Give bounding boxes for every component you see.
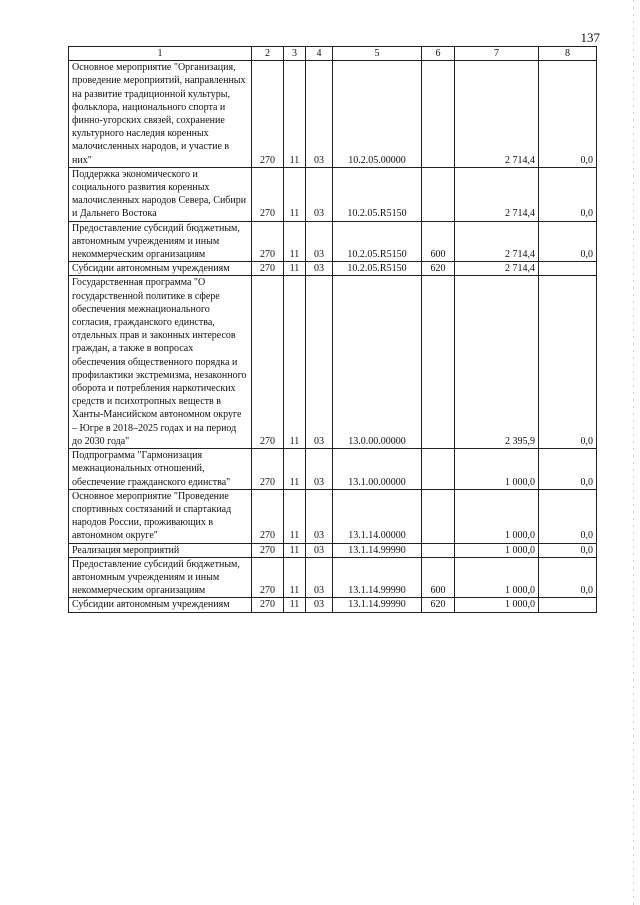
cell-amount: 2 714,4	[455, 61, 539, 168]
header-row	[69, 47, 597, 61]
table-row	[69, 449, 597, 490]
row-name: Подпрограмма "Гармонизация межнациональных отношений, обеспечение гражданского единства"	[69, 449, 252, 490]
cell-target-article: 10.2.05.R5150	[333, 167, 422, 221]
table-row	[69, 489, 597, 543]
cell-subsection: 03	[306, 489, 333, 543]
header-cell-6: 6	[422, 47, 455, 61]
cell-amount: 2 714,4	[455, 167, 539, 221]
table-row	[69, 276, 597, 449]
cell-target-article: 13.1.14.00000	[333, 489, 422, 543]
cell-section: 11	[284, 167, 306, 221]
cell-amount: 1 000,0	[455, 449, 539, 490]
cell-admin-code: 270	[252, 598, 284, 612]
cell-admin-code: 270	[252, 543, 284, 557]
cell-subsection: 03	[306, 276, 333, 449]
cell-target-article: 13.1.00.00000	[333, 449, 422, 490]
cell-subsection: 03	[306, 61, 333, 168]
cell-amount: 1 000,0	[455, 543, 539, 557]
cell-target-article: 13.0.00.00000	[333, 276, 422, 449]
cell-subsection: 03	[306, 449, 333, 490]
cell-subsection: 03	[306, 167, 333, 221]
cell-amount-2: 0,0	[539, 276, 597, 449]
header-cell-3: 3	[284, 47, 306, 61]
header-cell-5: 5	[333, 47, 422, 61]
row-name: Поддержка экономического и социального развития коренных малочисленных народов Севера, Сибири и Дальнего Востока	[69, 167, 252, 221]
cell-amount: 1 000,0	[455, 598, 539, 612]
cell-subsection: 03	[306, 598, 333, 612]
table-row	[69, 221, 597, 262]
cell-target-article: 10.2.05.00000	[333, 61, 422, 168]
cell-admin-code: 270	[252, 489, 284, 543]
cell-amount-2	[539, 262, 597, 276]
row-name: Предоставление субсидий бюджетным, автономным учреждениям и иным некоммерческим организациям	[69, 221, 252, 262]
cell-expense-type	[422, 449, 455, 490]
cell-expense-type	[422, 276, 455, 449]
scan-edge-dots	[633, 0, 634, 905]
cell-section: 11	[284, 543, 306, 557]
row-name: Субсидии автономным учреждениям	[69, 598, 252, 612]
cell-subsection: 03	[306, 543, 333, 557]
cell-target-article: 10.2.05.R5150	[333, 262, 422, 276]
cell-section: 11	[284, 61, 306, 168]
cell-admin-code: 270	[252, 61, 284, 168]
cell-expense-type	[422, 543, 455, 557]
cell-section: 11	[284, 221, 306, 262]
row-name: Предоставление субсидий бюджетным, автономным учреждениям и иным некоммерческим организациям	[69, 557, 252, 598]
cell-amount-2: 0,0	[539, 543, 597, 557]
cell-amount-2: 0,0	[539, 61, 597, 168]
cell-amount: 1 000,0	[455, 557, 539, 598]
budget-table	[68, 46, 597, 613]
cell-amount: 1 000,0	[455, 489, 539, 543]
header-cell-4: 4	[306, 47, 333, 61]
row-name: Основное мероприятие "Организация, проведение мероприятий, направленных на развитие традиционной культуры, фольклора, национального спорта и финно-угорских связей, сохранение культурного наследия коренных малочисленных народов, и участие в них"	[69, 61, 252, 168]
cell-target-article: 13.1.14.99990	[333, 543, 422, 557]
header-cell-2: 2	[252, 47, 284, 61]
page-number: 137	[580, 30, 600, 45]
cell-admin-code: 270	[252, 449, 284, 490]
cell-admin-code: 270	[252, 167, 284, 221]
cell-expense-type: 600	[422, 221, 455, 262]
cell-amount: 2 714,4	[455, 262, 539, 276]
row-name: Основное мероприятие "Проведение спортивных состязаний и спартакиад народов России, проживающих в автономном округе"	[69, 489, 252, 543]
row-name: Государственная программа "О государственной политике в сфере обеспечения межнационального согласия, гражданского единства, отдельных прав и законных интересов граждан, а также в вопросах обеспечения общественного порядка и профилактики экстремизма, незаконного оборота и потребления наркотических средств и психотропных веществ в Ханты-Мансийском автономном округе – Югре в 2018–2025 годах и на период до 2030 года"	[69, 276, 252, 449]
header-cell-8: 8	[539, 47, 597, 61]
cell-subsection: 03	[306, 262, 333, 276]
header-cell-1: 1	[69, 47, 252, 61]
cell-admin-code: 270	[252, 262, 284, 276]
cell-expense-type	[422, 167, 455, 221]
cell-subsection: 03	[306, 221, 333, 262]
table-row	[69, 557, 597, 598]
table-row	[69, 262, 597, 276]
cell-target-article: 13.1.14.99990	[333, 557, 422, 598]
cell-amount-2: 0,0	[539, 449, 597, 490]
cell-section: 11	[284, 557, 306, 598]
table-row	[69, 598, 597, 612]
cell-target-article: 13.1.14.99990	[333, 598, 422, 612]
cell-amount: 2 714,4	[455, 221, 539, 262]
table-row	[69, 167, 597, 221]
table-row	[69, 543, 597, 557]
cell-expense-type: 620	[422, 262, 455, 276]
row-name: Субсидии автономным учреждениям	[69, 262, 252, 276]
table-row	[69, 61, 597, 168]
row-name: Реализация мероприятий	[69, 543, 252, 557]
cell-amount: 2 395,9	[455, 276, 539, 449]
cell-expense-type	[422, 489, 455, 543]
cell-amount-2: 0,0	[539, 489, 597, 543]
cell-section: 11	[284, 598, 306, 612]
cell-admin-code: 270	[252, 221, 284, 262]
header-cell-7: 7	[455, 47, 539, 61]
cell-expense-type: 620	[422, 598, 455, 612]
cell-amount-2: 0,0	[539, 221, 597, 262]
cell-expense-type	[422, 61, 455, 168]
cell-amount-2: 0,0	[539, 557, 597, 598]
cell-admin-code: 270	[252, 557, 284, 598]
cell-target-article: 10.2.05.R5150	[333, 221, 422, 262]
cell-section: 11	[284, 489, 306, 543]
cell-amount-2	[539, 598, 597, 612]
cell-admin-code: 270	[252, 276, 284, 449]
cell-section: 11	[284, 449, 306, 490]
cell-subsection: 03	[306, 557, 333, 598]
cell-section: 11	[284, 262, 306, 276]
cell-expense-type: 600	[422, 557, 455, 598]
cell-section: 11	[284, 276, 306, 449]
cell-amount-2: 0,0	[539, 167, 597, 221]
